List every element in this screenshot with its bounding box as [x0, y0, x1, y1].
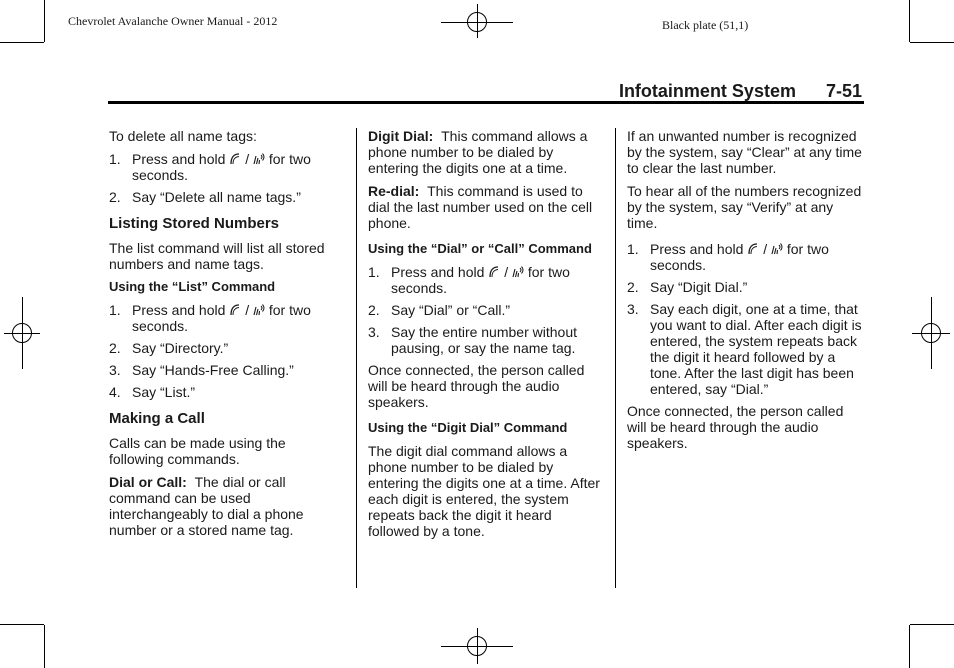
- step-text: Say “List.”: [132, 384, 196, 400]
- separator: /: [245, 151, 250, 167]
- paragraph: Once connected, the person called will be heard through the audio speakers.: [627, 403, 844, 451]
- step-number: 2.: [368, 302, 380, 318]
- step-text: for two seconds.: [650, 241, 829, 273]
- column-2: [368, 128, 606, 546]
- term-text: The dial or call command can be used interchangeably to dial a phone number or a stored name tag.: [109, 474, 304, 538]
- heading-using-list: Using the “List” Command: [109, 279, 276, 294]
- plate-label: Black plate (51,1): [662, 18, 749, 32]
- heading-using-dial-call: Using the “Dial” or “Call” Command: [368, 241, 592, 256]
- list-item: [109, 384, 341, 400]
- step-number: 1.: [109, 302, 121, 318]
- term-text: This command is used to dial the last number used on the cell phone.: [368, 183, 593, 231]
- step-text: Say each digit, one at a time, that you want to dial. After each digit is entered, the system repeats back the digit it heard followed by a tone. After the last digit has been entered, say “Dial.”: [650, 301, 862, 397]
- page-number: 7-51: [825, 81, 862, 101]
- step-text: Say “Dial” or “Call.”: [391, 302, 511, 318]
- step-text: Press and hold: [132, 151, 226, 167]
- paragraph: To delete all name tags:: [109, 128, 257, 144]
- step-number: 4.: [109, 384, 121, 400]
- header-rule: [108, 101, 864, 104]
- list-item: [109, 302, 341, 334]
- paragraph: To hear all of the numbers recognized by the system, say “Verify” at any time.: [627, 183, 862, 231]
- steps-digit-dial: [627, 241, 863, 397]
- voice-recognition-icon: [253, 152, 265, 165]
- paragraph: Calls can be made using the following commands.: [109, 435, 286, 467]
- voice-recognition-icon: [512, 265, 524, 278]
- list-item: [109, 189, 341, 205]
- list-item: [109, 340, 341, 356]
- step-number: 2.: [627, 279, 639, 295]
- list-item: [627, 279, 863, 295]
- step-number: 1.: [368, 264, 380, 280]
- steps-list-command: [109, 302, 341, 400]
- plate-title: Chevrolet Avalanche Owner Manual - 2012: [68, 14, 278, 28]
- steps-dial-command: [368, 264, 606, 356]
- paragraph-digit-dial: [368, 128, 606, 176]
- paragraph-dial-or-call: [109, 474, 341, 538]
- heading-making-a-call: Making a Call: [109, 410, 205, 427]
- voice-recognition-icon: [253, 303, 265, 316]
- step-number: 3.: [368, 324, 380, 340]
- voice-recognition-icon: [771, 242, 783, 255]
- paragraph: The list command will list all stored numbers and name tags.: [109, 240, 325, 272]
- steps-delete-tags: [109, 151, 341, 205]
- step-text: Say “Hands-Free Calling.”: [132, 362, 294, 378]
- column-1: [109, 128, 341, 545]
- paragraph-redial: [368, 183, 606, 231]
- column-divider: [615, 128, 616, 588]
- list-item: [109, 362, 341, 378]
- step-number: 3.: [627, 301, 639, 317]
- step-text: Say “Digit Dial.”: [650, 279, 748, 295]
- heading-using-digit-dial: Using the “Digit Dial” Command: [368, 420, 568, 435]
- paragraph: Once connected, the person called will be heard through the audio speakers.: [368, 362, 585, 410]
- step-number: 2.: [109, 340, 121, 356]
- list-item: [368, 302, 606, 318]
- step-number: 3.: [109, 362, 121, 378]
- list-item: [627, 241, 863, 273]
- step-text: Press and hold: [132, 302, 226, 318]
- step-text: Say the entire number without pausing, or say the name tag.: [391, 324, 577, 356]
- section-title: Infotainment System: [618, 81, 796, 101]
- section-header: [619, 81, 862, 102]
- push-to-talk-icon: [488, 265, 500, 278]
- separator: /: [504, 264, 509, 280]
- push-to-talk-icon: [747, 242, 759, 255]
- term-text: This command allows a phone number to be dialed by entering the digits one at a time.: [368, 128, 588, 176]
- column-divider: [356, 128, 357, 588]
- step-text: Say “Directory.”: [132, 340, 229, 356]
- list-item: [109, 151, 341, 183]
- term-label: Re-dial:: [368, 183, 420, 199]
- step-number: 1.: [109, 151, 121, 167]
- step-number: 2.: [109, 189, 121, 205]
- separator: /: [763, 241, 768, 257]
- list-item: [368, 324, 606, 356]
- step-text: for two seconds.: [391, 264, 570, 296]
- list-item: [368, 264, 606, 296]
- step-text: Press and hold: [650, 241, 744, 257]
- term-label: Digit Dial:: [368, 128, 434, 144]
- step-text: Say “Delete all name tags.”: [132, 189, 301, 205]
- list-item: [627, 301, 863, 397]
- separator: /: [245, 302, 250, 318]
- heading-listing-stored-numbers: Listing Stored Numbers: [109, 215, 280, 232]
- paragraph: The digit dial command allows a phone number to be dialed by entering the digits one at a time. After each digit is entered, the system repeats back the digit it heard followed by a tone.: [368, 443, 600, 539]
- step-text: for two seconds.: [132, 302, 311, 334]
- term-label: Dial or Call:: [109, 474, 187, 490]
- step-text: Press and hold: [391, 264, 485, 280]
- step-text: for two seconds.: [132, 151, 311, 183]
- column-3: [627, 128, 863, 458]
- step-number: 1.: [627, 241, 639, 257]
- push-to-talk-icon: [229, 303, 241, 316]
- push-to-talk-icon: [229, 152, 241, 165]
- paragraph: If an unwanted number is recognized by the system, say “Clear” at any time to clear the last number.: [627, 128, 862, 176]
